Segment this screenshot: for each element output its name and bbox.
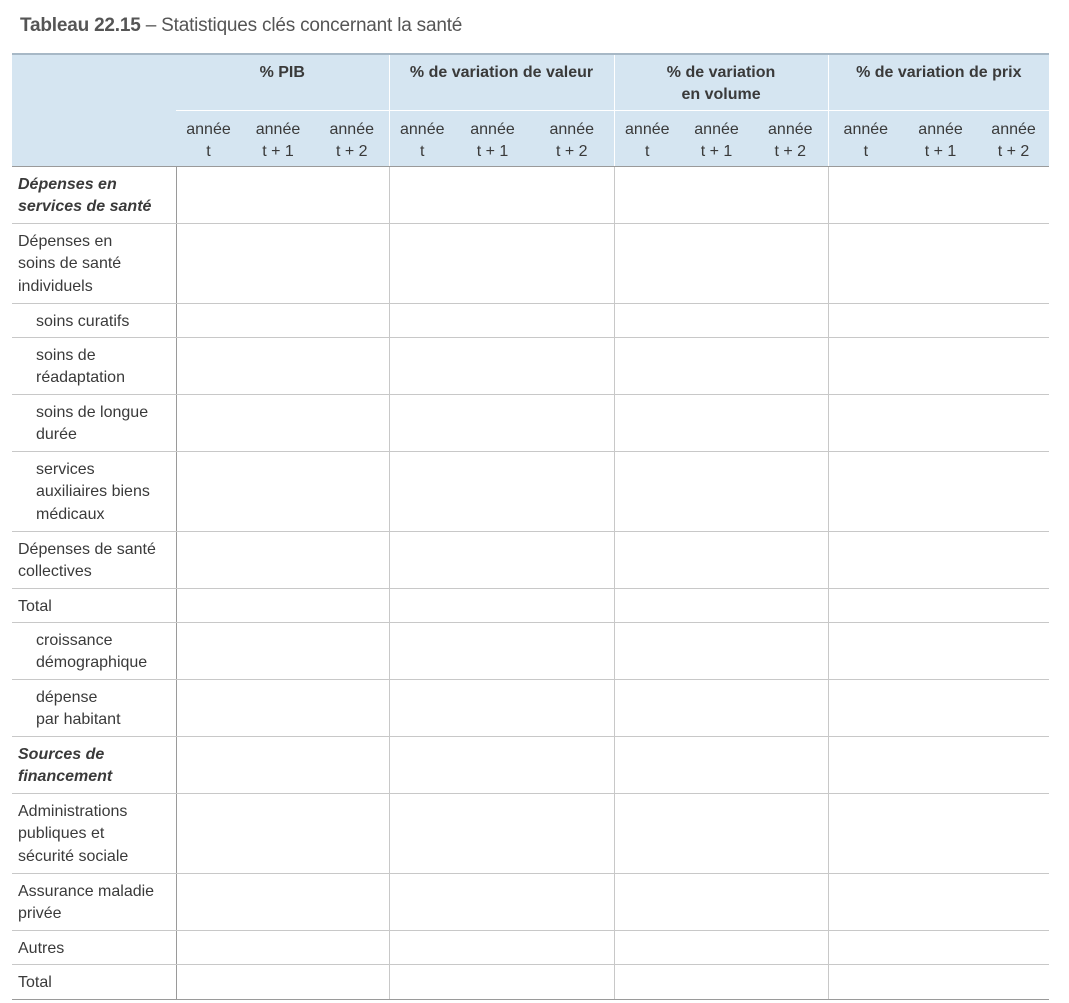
row-label bbox=[12, 394, 176, 451]
data-cell[interactable] bbox=[530, 223, 614, 303]
data-cell[interactable] bbox=[241, 303, 315, 337]
data-cell[interactable] bbox=[315, 303, 389, 337]
year-value: t + 1 bbox=[262, 142, 294, 160]
data-cell[interactable] bbox=[614, 622, 680, 679]
data-cell[interactable] bbox=[978, 964, 1049, 999]
row-label-line: Autres bbox=[18, 939, 65, 957]
data-cell[interactable] bbox=[828, 337, 903, 394]
data-cell[interactable] bbox=[455, 622, 530, 679]
data-cell[interactable] bbox=[176, 873, 241, 930]
year-header bbox=[315, 110, 389, 166]
data-cell[interactable] bbox=[389, 531, 455, 588]
data-cell[interactable] bbox=[241, 622, 315, 679]
year-header bbox=[828, 110, 903, 166]
data-cell[interactable] bbox=[455, 873, 530, 930]
data-cell[interactable] bbox=[389, 622, 455, 679]
data-cell[interactable] bbox=[903, 793, 978, 873]
data-cell[interactable] bbox=[753, 223, 828, 303]
data-cell[interactable] bbox=[389, 588, 455, 622]
row-label-line: privée bbox=[18, 905, 62, 922]
data-cell[interactable] bbox=[241, 223, 315, 303]
data-cell[interactable] bbox=[753, 873, 828, 930]
row-label-line: croissance bbox=[36, 631, 113, 649]
row-label-line: Dépenses en bbox=[18, 232, 113, 250]
data-cell[interactable] bbox=[828, 622, 903, 679]
data-cell[interactable] bbox=[455, 166, 530, 223]
table-row bbox=[12, 531, 1049, 588]
row-label-line: réadaptation bbox=[36, 369, 125, 386]
data-cell[interactable] bbox=[614, 451, 680, 531]
data-cell[interactable] bbox=[614, 394, 680, 451]
row-label-line: sécurité sociale bbox=[18, 847, 129, 865]
data-cell[interactable] bbox=[176, 337, 241, 394]
data-cell[interactable] bbox=[614, 679, 680, 736]
data-cell[interactable] bbox=[903, 531, 978, 588]
group-header-line: % de variation de prix bbox=[856, 64, 1022, 81]
data-cell[interactable] bbox=[828, 964, 903, 999]
year-label: année bbox=[694, 120, 739, 138]
row-label-line: Total bbox=[18, 973, 52, 991]
data-cell[interactable] bbox=[753, 793, 828, 873]
row-label-line: Dépenses de santé bbox=[18, 540, 156, 558]
year-header bbox=[530, 110, 614, 166]
header-group-row bbox=[12, 54, 1049, 110]
data-cell[interactable] bbox=[315, 930, 389, 964]
row-label-line: publiques et bbox=[18, 825, 105, 842]
data-cell[interactable] bbox=[389, 736, 455, 793]
data-cell[interactable] bbox=[614, 337, 680, 394]
data-cell[interactable] bbox=[903, 166, 978, 223]
data-cell[interactable] bbox=[315, 736, 389, 793]
row-label-line: financement bbox=[18, 768, 113, 785]
data-cell[interactable] bbox=[389, 451, 455, 531]
data-cell[interactable] bbox=[389, 793, 455, 873]
year-value: t bbox=[206, 142, 211, 160]
data-cell[interactable] bbox=[753, 736, 828, 793]
data-cell[interactable] bbox=[530, 451, 614, 531]
data-cell[interactable] bbox=[389, 679, 455, 736]
year-value: t bbox=[645, 142, 650, 160]
year-label: année bbox=[843, 120, 889, 138]
data-cell[interactable] bbox=[176, 588, 241, 622]
table-row bbox=[12, 679, 1049, 736]
row-label bbox=[12, 588, 176, 622]
data-cell[interactable] bbox=[389, 223, 455, 303]
data-cell[interactable] bbox=[614, 930, 680, 964]
data-cell[interactable] bbox=[455, 736, 530, 793]
row-label-line: durée bbox=[36, 426, 77, 443]
data-cell[interactable] bbox=[680, 622, 753, 679]
data-cell[interactable] bbox=[753, 531, 828, 588]
data-cell[interactable] bbox=[315, 793, 389, 873]
table-row bbox=[12, 223, 1049, 303]
data-cell[interactable] bbox=[530, 873, 614, 930]
table-row bbox=[12, 964, 1049, 999]
data-cell[interactable] bbox=[978, 930, 1049, 964]
data-cell[interactable] bbox=[680, 964, 753, 999]
data-cell[interactable] bbox=[753, 451, 828, 531]
data-cell[interactable] bbox=[530, 679, 614, 736]
table-row bbox=[12, 736, 1049, 793]
data-cell[interactable] bbox=[828, 531, 903, 588]
data-cell[interactable] bbox=[614, 736, 680, 793]
data-cell[interactable] bbox=[241, 964, 315, 999]
data-cell[interactable] bbox=[680, 223, 753, 303]
data-cell[interactable] bbox=[680, 166, 753, 223]
data-cell[interactable] bbox=[455, 930, 530, 964]
year-label: année bbox=[186, 120, 231, 138]
data-cell[interactable] bbox=[176, 223, 241, 303]
data-cell[interactable] bbox=[614, 793, 680, 873]
data-cell[interactable] bbox=[176, 679, 241, 736]
data-cell[interactable] bbox=[389, 930, 455, 964]
data-cell[interactable] bbox=[978, 531, 1049, 588]
data-cell[interactable] bbox=[455, 793, 530, 873]
table-row bbox=[12, 588, 1049, 622]
data-cell[interactable] bbox=[530, 964, 614, 999]
row-label-line: soins curatifs bbox=[36, 312, 130, 330]
data-cell[interactable] bbox=[530, 588, 614, 622]
data-cell[interactable] bbox=[315, 588, 389, 622]
data-cell[interactable] bbox=[614, 964, 680, 999]
data-cell[interactable] bbox=[241, 588, 315, 622]
row-label bbox=[12, 451, 176, 531]
header-corner-lower bbox=[12, 110, 176, 166]
data-cell[interactable] bbox=[680, 873, 753, 930]
group-header-volume-change bbox=[614, 54, 828, 110]
data-cell[interactable] bbox=[614, 223, 680, 303]
data-cell[interactable] bbox=[315, 166, 389, 223]
row-label-line: démographique bbox=[36, 654, 148, 671]
data-cell[interactable] bbox=[614, 588, 680, 622]
data-cell[interactable] bbox=[530, 337, 614, 394]
year-header bbox=[680, 110, 753, 166]
data-cell[interactable] bbox=[978, 223, 1049, 303]
data-cell[interactable] bbox=[828, 394, 903, 451]
data-cell[interactable] bbox=[176, 793, 241, 873]
data-cell[interactable] bbox=[978, 736, 1049, 793]
row-label-line: par habitant bbox=[36, 711, 121, 728]
data-cell[interactable] bbox=[903, 736, 978, 793]
data-cell[interactable] bbox=[241, 930, 315, 964]
data-cell[interactable] bbox=[828, 166, 903, 223]
year-label: année bbox=[918, 120, 963, 138]
year-value: t + 2 bbox=[997, 142, 1030, 160]
data-cell[interactable] bbox=[753, 964, 828, 999]
year-label: année bbox=[625, 120, 670, 138]
row-label bbox=[12, 303, 176, 337]
year-value: t + 1 bbox=[924, 142, 957, 160]
data-cell[interactable] bbox=[978, 394, 1049, 451]
data-cell[interactable] bbox=[828, 930, 903, 964]
row-label bbox=[12, 622, 176, 679]
data-cell[interactable] bbox=[903, 873, 978, 930]
row-label bbox=[12, 531, 176, 588]
data-cell[interactable] bbox=[978, 451, 1049, 531]
data-cell[interactable] bbox=[828, 588, 903, 622]
row-label-line: services de santé bbox=[18, 198, 152, 215]
header-corner bbox=[12, 54, 176, 110]
data-cell[interactable] bbox=[530, 394, 614, 451]
data-cell[interactable] bbox=[389, 303, 455, 337]
row-label bbox=[12, 930, 176, 964]
data-cell[interactable] bbox=[903, 337, 978, 394]
year-header bbox=[176, 110, 241, 166]
year-value: t bbox=[863, 142, 869, 160]
data-cell[interactable] bbox=[176, 166, 241, 223]
data-cell[interactable] bbox=[315, 394, 389, 451]
data-cell[interactable] bbox=[680, 337, 753, 394]
data-cell[interactable] bbox=[315, 679, 389, 736]
table-number: Tableau 22.15 bbox=[20, 15, 141, 36]
row-label-line: Total bbox=[18, 597, 52, 615]
data-cell[interactable] bbox=[978, 679, 1049, 736]
group-header-line: en volume bbox=[681, 86, 761, 103]
row-label bbox=[12, 223, 176, 303]
table-row bbox=[12, 873, 1049, 930]
group-header-pib bbox=[176, 54, 389, 110]
year-value: t + 2 bbox=[335, 142, 368, 160]
data-cell[interactable] bbox=[680, 588, 753, 622]
data-cell[interactable] bbox=[315, 337, 389, 394]
data-cell[interactable] bbox=[241, 736, 315, 793]
data-cell[interactable] bbox=[176, 622, 241, 679]
year-header bbox=[978, 110, 1049, 166]
data-cell[interactable] bbox=[241, 531, 315, 588]
data-cell[interactable] bbox=[176, 531, 241, 588]
data-cell[interactable] bbox=[389, 964, 455, 999]
data-cell[interactable] bbox=[753, 588, 828, 622]
data-cell[interactable] bbox=[241, 166, 315, 223]
data-cell[interactable] bbox=[455, 451, 530, 531]
year-header bbox=[455, 110, 530, 166]
data-cell[interactable] bbox=[241, 394, 315, 451]
data-cell[interactable] bbox=[680, 930, 753, 964]
table-body bbox=[12, 166, 1049, 999]
data-cell[interactable] bbox=[315, 964, 389, 999]
data-cell[interactable] bbox=[680, 303, 753, 337]
row-label-line: Administrations bbox=[18, 802, 128, 820]
table-row bbox=[12, 394, 1049, 451]
year-label: année bbox=[400, 120, 445, 138]
table-row bbox=[12, 337, 1049, 394]
data-cell[interactable] bbox=[176, 303, 241, 337]
data-cell[interactable] bbox=[455, 679, 530, 736]
row-label-line: soins de santé bbox=[18, 255, 122, 272]
data-cell[interactable] bbox=[389, 337, 455, 394]
data-cell[interactable] bbox=[903, 930, 978, 964]
data-cell[interactable] bbox=[680, 736, 753, 793]
data-cell[interactable] bbox=[614, 531, 680, 588]
row-label-line: médicaux bbox=[36, 505, 105, 523]
data-cell[interactable] bbox=[530, 930, 614, 964]
year-label: année bbox=[768, 120, 813, 138]
row-label bbox=[12, 873, 176, 930]
group-header-line: % de variation bbox=[666, 64, 776, 81]
data-cell[interactable] bbox=[753, 303, 828, 337]
year-header bbox=[241, 110, 315, 166]
data-cell[interactable] bbox=[530, 166, 614, 223]
row-label-line: individuels bbox=[18, 277, 93, 295]
data-cell[interactable] bbox=[753, 394, 828, 451]
row-label-line: Dépenses en bbox=[18, 175, 117, 193]
data-cell[interactable] bbox=[978, 166, 1049, 223]
table-row bbox=[12, 166, 1049, 223]
data-cell[interactable] bbox=[978, 588, 1049, 622]
data-cell[interactable] bbox=[241, 793, 315, 873]
health-statistics-table bbox=[12, 53, 1049, 1000]
data-cell[interactable] bbox=[455, 964, 530, 999]
group-header-price-change bbox=[828, 54, 1049, 110]
data-cell[interactable] bbox=[455, 303, 530, 337]
data-cell[interactable] bbox=[680, 531, 753, 588]
data-cell[interactable] bbox=[315, 622, 389, 679]
data-cell[interactable] bbox=[176, 451, 241, 531]
row-label bbox=[12, 793, 176, 873]
data-cell[interactable] bbox=[753, 337, 828, 394]
data-cell[interactable] bbox=[828, 873, 903, 930]
row-label bbox=[12, 736, 176, 793]
data-cell[interactable] bbox=[753, 622, 828, 679]
data-cell[interactable] bbox=[828, 223, 903, 303]
year-label: année bbox=[470, 120, 515, 138]
data-cell[interactable] bbox=[241, 873, 315, 930]
data-cell[interactable] bbox=[530, 736, 614, 793]
data-cell[interactable] bbox=[530, 793, 614, 873]
data-cell[interactable] bbox=[978, 622, 1049, 679]
data-cell[interactable] bbox=[903, 679, 978, 736]
data-cell[interactable] bbox=[753, 930, 828, 964]
data-cell[interactable] bbox=[315, 531, 389, 588]
group-header-line: % PIB bbox=[259, 64, 305, 81]
year-label: année bbox=[991, 120, 1036, 138]
data-cell[interactable] bbox=[903, 303, 978, 337]
header-year-row bbox=[12, 110, 1049, 166]
group-header-line: % de variation de valeur bbox=[409, 64, 594, 81]
data-cell[interactable] bbox=[530, 303, 614, 337]
data-cell[interactable] bbox=[614, 873, 680, 930]
data-cell[interactable] bbox=[828, 793, 903, 873]
data-cell[interactable] bbox=[315, 223, 389, 303]
table-row bbox=[12, 622, 1049, 679]
data-cell[interactable] bbox=[176, 736, 241, 793]
year-header bbox=[753, 110, 828, 166]
data-cell[interactable] bbox=[176, 930, 241, 964]
table-row bbox=[12, 303, 1049, 337]
year-header bbox=[389, 110, 455, 166]
data-cell[interactable] bbox=[903, 223, 978, 303]
table-row bbox=[12, 793, 1049, 873]
row-label bbox=[12, 166, 176, 223]
row-label-line: auxiliaires biens bbox=[36, 483, 150, 500]
data-cell[interactable] bbox=[315, 873, 389, 930]
table-title: – Statistiques clés concernant la santé bbox=[140, 15, 463, 36]
table-row bbox=[12, 930, 1049, 964]
year-label: année bbox=[549, 120, 594, 138]
row-label-line: dépense bbox=[36, 688, 98, 706]
table-caption bbox=[20, 15, 462, 37]
data-cell[interactable] bbox=[389, 873, 455, 930]
row-label-line: services bbox=[36, 460, 95, 478]
row-label-line: soins de longue bbox=[36, 403, 149, 421]
year-value: t + 2 bbox=[555, 142, 588, 160]
data-cell[interactable] bbox=[455, 394, 530, 451]
row-label-line: collectives bbox=[18, 563, 92, 580]
data-cell[interactable] bbox=[455, 223, 530, 303]
data-cell[interactable] bbox=[455, 531, 530, 588]
data-cell[interactable] bbox=[680, 679, 753, 736]
data-cell[interactable] bbox=[828, 451, 903, 531]
data-cell[interactable] bbox=[389, 166, 455, 223]
data-cell[interactable] bbox=[680, 451, 753, 531]
data-cell[interactable] bbox=[903, 622, 978, 679]
data-cell[interactable] bbox=[903, 451, 978, 531]
row-label-line: Assurance maladie bbox=[18, 882, 155, 900]
group-header-value-change bbox=[389, 54, 614, 110]
year-value: t + 1 bbox=[700, 142, 733, 160]
data-cell[interactable] bbox=[315, 451, 389, 531]
year-header bbox=[903, 110, 978, 166]
row-label bbox=[12, 964, 176, 999]
year-value: t bbox=[420, 142, 425, 160]
data-cell[interactable] bbox=[978, 793, 1049, 873]
data-cell[interactable] bbox=[530, 531, 614, 588]
year-value: t + 2 bbox=[774, 142, 807, 160]
row-label bbox=[12, 337, 176, 394]
data-cell[interactable] bbox=[241, 337, 315, 394]
data-cell[interactable] bbox=[455, 588, 530, 622]
year-label: année bbox=[255, 120, 301, 138]
data-cell[interactable] bbox=[978, 337, 1049, 394]
table-row bbox=[12, 451, 1049, 531]
data-cell[interactable] bbox=[614, 303, 680, 337]
data-cell[interactable] bbox=[389, 394, 455, 451]
data-cell[interactable] bbox=[455, 337, 530, 394]
data-cell[interactable] bbox=[753, 166, 828, 223]
data-cell[interactable] bbox=[176, 964, 241, 999]
data-cell[interactable] bbox=[828, 736, 903, 793]
data-cell[interactable] bbox=[903, 588, 978, 622]
data-cell[interactable] bbox=[530, 622, 614, 679]
data-cell[interactable] bbox=[903, 394, 978, 451]
data-cell[interactable] bbox=[680, 394, 753, 451]
data-cell[interactable] bbox=[680, 793, 753, 873]
data-cell[interactable] bbox=[828, 303, 903, 337]
row-label bbox=[12, 679, 176, 736]
data-cell[interactable] bbox=[241, 451, 315, 531]
data-cell[interactable] bbox=[176, 394, 241, 451]
row-label-line: Sources de bbox=[18, 745, 105, 763]
row-label-line: soins de bbox=[36, 346, 96, 364]
data-cell[interactable] bbox=[241, 679, 315, 736]
year-header bbox=[614, 110, 680, 166]
year-value: t + 1 bbox=[476, 142, 509, 160]
data-cell[interactable] bbox=[614, 166, 680, 223]
data-cell[interactable] bbox=[903, 964, 978, 999]
data-cell[interactable] bbox=[978, 873, 1049, 930]
year-label: année bbox=[329, 120, 374, 138]
data-cell[interactable] bbox=[753, 679, 828, 736]
data-cell[interactable] bbox=[828, 679, 903, 736]
data-cell[interactable] bbox=[978, 303, 1049, 337]
